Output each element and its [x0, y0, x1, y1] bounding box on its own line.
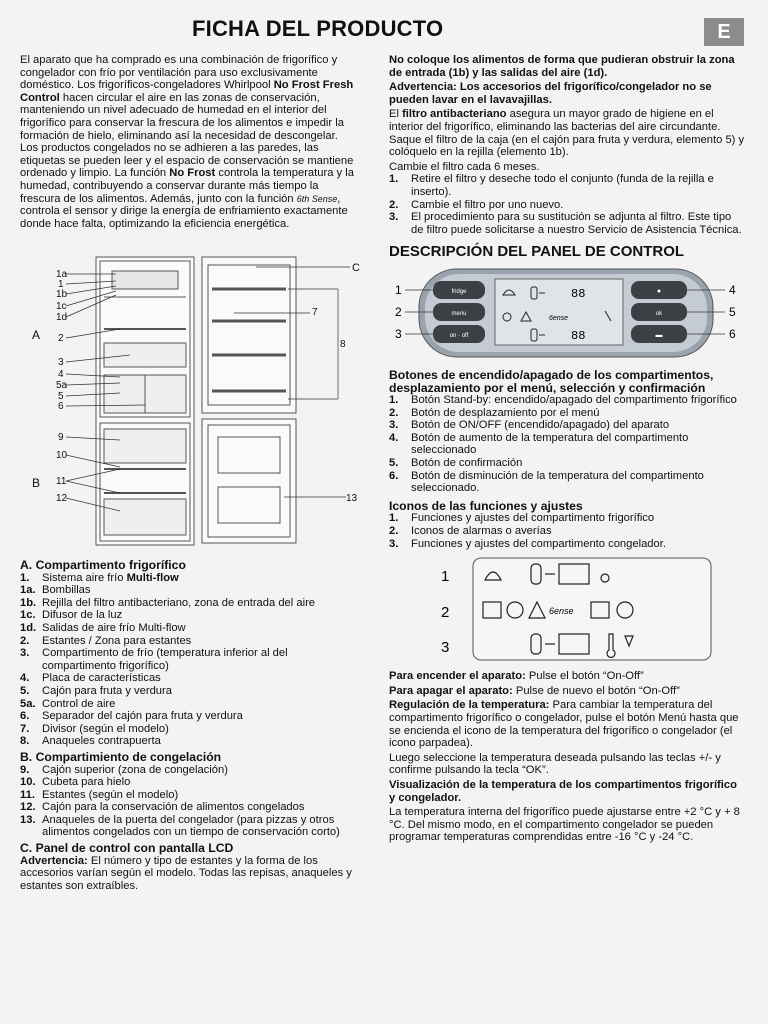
panel-num-4: 4 [729, 282, 736, 297]
label-1: 1 [58, 279, 64, 290]
panel-num-2: 2 [395, 304, 402, 319]
btn-up-label: ● [656, 287, 662, 295]
panel-num-3: 3 [395, 326, 402, 341]
filter-steps [389, 173, 745, 236]
power-off: Para apagar el aparato: Pulse de nuevo el botón “On-Off” [389, 684, 680, 697]
intro-paragraph: El aparato que ha comprado es una combinación de frigorífico y congelador con frío por ventilación para uso exclusivamente doméstico. Los frigoríficos-congeladores Whirlpool No Frost Fresh Control hacen circular el aire en las zonas de conservación, manteniendo un nivel adecuado de humedad en el interior del frigorífico para conservar la frescura de los alimentos e impedir la formación de hielo, eliminando así la necesidad de descongelar. Los productos congelados no se adhieren a las paredes, las etiquetas se pueden leer y el espacio de conservación se mantiene ordenado y limpio. La función No Frost controla la temperatura y la humedad, contribuyendo a conservar durante más tiempo la frescura de los alimentos. Además, junto con la función 6th Sense, controla el sensor y dirige la energía de enfriamiento exactamente donde hace falta, optimizando la eficiencia energética. [20, 54, 354, 230]
list-item: 2. Cambie el filtro por uno nuevo. [389, 198, 564, 211]
list-item: 4. Botón de aumento de la temperatura del compartimento seleccionado [389, 431, 689, 457]
list-item: 3. Botón de ON/OFF (encendido/apagado) del aparato [389, 419, 670, 432]
svg-text:88: 88 [571, 328, 586, 343]
freezer-bottom-drawer [104, 499, 186, 535]
icons-row-3: 3 [441, 639, 450, 657]
panel-num-1: 1 [395, 282, 402, 297]
label-5: 5 [58, 391, 64, 402]
icons-row-1: 1 [441, 568, 450, 586]
label-4: 4 [58, 369, 64, 380]
label-2: 2 [58, 333, 64, 344]
list-item: 12. Cajón para la conservación de alimentos congelados [20, 801, 305, 814]
list-item: 1. Retire el filtro y deseche todo el conjunto (funda de la rejilla e inserto). [389, 173, 714, 198]
list-item: 1a. Bombillas [20, 584, 91, 597]
label-1c: 1c [56, 301, 67, 312]
fridge-diagram [20, 255, 365, 550]
language-badge: E [704, 18, 744, 46]
icons-sense: 6ense [549, 606, 574, 617]
left-lists [20, 556, 358, 894]
list-item: 7. Divisor (según el modelo) [20, 722, 169, 735]
right-column [389, 54, 745, 846]
freezer-top-drawer [104, 429, 186, 463]
section-c-warning: Advertencia: El número y tipo de estantes y la forma de los accesorios varían según el modelo. Todas las repisas, anaqueles y estantes son extraíbles. [20, 854, 352, 892]
panel-num-6: 6 [729, 326, 736, 341]
list-item: 8. Anaqueles contrapuerta [20, 735, 161, 748]
lcd-display [495, 279, 623, 345]
label-B: B [32, 476, 41, 490]
btn-ok-label: ok [655, 310, 663, 317]
page-title: FICHA DEL PRODUCTO [192, 16, 444, 41]
label-3: 3 [58, 357, 64, 368]
label-6: 6 [58, 401, 64, 412]
list-item: 1b. Rejilla del filtro antibacteriano, zona de entrada del aire [20, 596, 316, 609]
btn-down-label: ▬ [655, 331, 663, 339]
section-a-title: A. Compartimento frigorífico [20, 558, 186, 572]
list-item: 5a. Control de aire [20, 697, 116, 710]
list-item: 11. Estantes (según el modelo) [20, 788, 179, 801]
list-item: 2. Botón de desplazamiento por el menú [389, 406, 600, 419]
label-10: 10 [56, 450, 68, 461]
dishwasher-warning: Advertencia: Los accesorios del frigorífico/congelador no se pueden lavar en el lavavajillas. [389, 81, 712, 106]
buttons-section-title: Botones de encendido/apagado de los compartimentos, desplazamiento por el menú, selección y confirmación [389, 367, 714, 395]
sixth-sense-logo: 6th Sense [296, 193, 338, 204]
list-item: 1. Botón Stand-by: encendido/apagado del compartimento frigorífico [389, 394, 737, 407]
btn-menu-label: menu [451, 310, 467, 317]
icons-row-2: 2 [441, 604, 450, 622]
btn-onoff-label: on · off [449, 332, 469, 339]
temp-regulation-2: Luego seleccione la temperatura deseada pulsando las teclas +/- y confirme pulsando la tecla “OK”. [389, 751, 721, 777]
lcd-sense: 6ense [549, 314, 569, 322]
section-a-list [20, 572, 358, 748]
list-item: 5. Botón de confirmación [389, 457, 523, 470]
control-panel-diagram [389, 265, 745, 363]
label-11: 11 [56, 476, 67, 487]
freezer-door [202, 419, 296, 543]
label-8: 8 [340, 339, 346, 350]
label-A: A [32, 328, 41, 342]
air-system [112, 271, 178, 289]
section-c-title: C. Panel de control con pantalla LCD [20, 841, 234, 856]
chill-drawer [104, 343, 186, 367]
buttons-list [389, 394, 745, 495]
list-item: 5. Cajón para fruta y verdura [20, 684, 172, 697]
label-13: 13 [346, 493, 358, 504]
list-item: 13. Anaqueles de la puerta del congelador (para pizzas y otros alimentos congelados con un tiempo de conservación corto) [20, 813, 340, 839]
list-item: 1. Sistema aire frío Multi-flow [20, 571, 179, 584]
power-on: Para encender el aparato: Pulse el botón “On-Off” [389, 670, 644, 683]
filter-change: Cambie el filtro cada 6 meses. [389, 160, 540, 173]
label-12: 12 [56, 493, 68, 504]
left-column [20, 54, 358, 232]
airflow-note: No coloque los alimentos de forma que pudieran obstruir la zona de entrada (1b) y las salidas del aire (1d). [389, 54, 735, 79]
list-item: 3. El procedimiento para su sustitución se adjunta al filtro. Este tipo de filtro puede solicitarse a nuestro Servicio de Asistencia Técnica. [389, 211, 742, 236]
temp-display-text: La temperatura interna del frigorífico puede ajustarse entre +2 °C y + 8 °C. Del mismo modo, en el compartimento congelador se pueden programar temperaturas comprendidas entre -16 °C y -24 °C. [389, 806, 740, 844]
label-C: C [352, 262, 360, 274]
list-item: 6. Botón de disminución de la temperatura del compartimento seleccionado. [389, 469, 704, 495]
label-5a: 5a [56, 380, 68, 391]
label-7: 7 [312, 307, 318, 318]
icons-list [389, 512, 745, 550]
list-item: 3. Compartimento de frío (temperatura inferior al del compartimento frigorífico) [20, 647, 288, 672]
filter-paragraph: El filtro antibacteriano asegura un mayor grado de higiene en el interior del frigorífico, eliminando las bacterias del aire circundante. Saque el filtro de la caja (en el cajón para fruta y verdura, elemento 5) y colóquelo en la rejilla (elemento 1b). [389, 108, 745, 159]
list-item: 4. Placa de características [20, 672, 161, 685]
display-icons-diagram [389, 556, 745, 664]
list-item: 10. Cubeta para hielo [20, 776, 131, 789]
list-item: 6. Separador del cajón para fruta y verdura [20, 710, 243, 723]
list-item: 3. Funciones y ajustes del compartimento congelador. [389, 537, 666, 550]
temp-regulation: Regulación de la temperatura: Para cambiar la temperatura del compartimento frigorífico o congelador, pulse el botón Menú hasta que se encienda el icono de la temperatura del frigorífico o congelador (el icono parpadea). [389, 699, 739, 750]
btn-fridge-label: fridge [451, 288, 467, 295]
temp-display-title: Visualización de la temperatura de los compartimentos frigorífico y congelador. [389, 778, 737, 804]
section-b-list [20, 764, 358, 840]
label-9: 9 [58, 432, 64, 443]
list-item: 2. Estantes / Zona para estantes [20, 634, 192, 647]
list-item: 2. Iconos de alarmas o averías [389, 525, 552, 538]
panel-num-5: 5 [729, 304, 736, 319]
panel-title: DESCRIPCIÓN DEL PANEL DE CONTROL [389, 243, 685, 261]
list-item: 1d. Salidas de aire frío Multi-flow [20, 621, 186, 634]
list-item: 1. Funciones y ajustes del compartimento frigorífico [389, 512, 655, 525]
svg-text:88: 88 [571, 286, 586, 301]
list-item: 9. Cajón superior (zona de congelación) [20, 763, 228, 776]
label-1a: 1a [56, 269, 68, 280]
label-1b: 1b [56, 289, 68, 300]
section-b-title: B. Compartimiento de congelación [20, 749, 222, 764]
label-1d: 1d [56, 312, 68, 323]
list-item: 1c. Difusor de la luz [20, 609, 123, 622]
icons-section-title: Iconos de las funciones y ajustes [389, 498, 583, 513]
